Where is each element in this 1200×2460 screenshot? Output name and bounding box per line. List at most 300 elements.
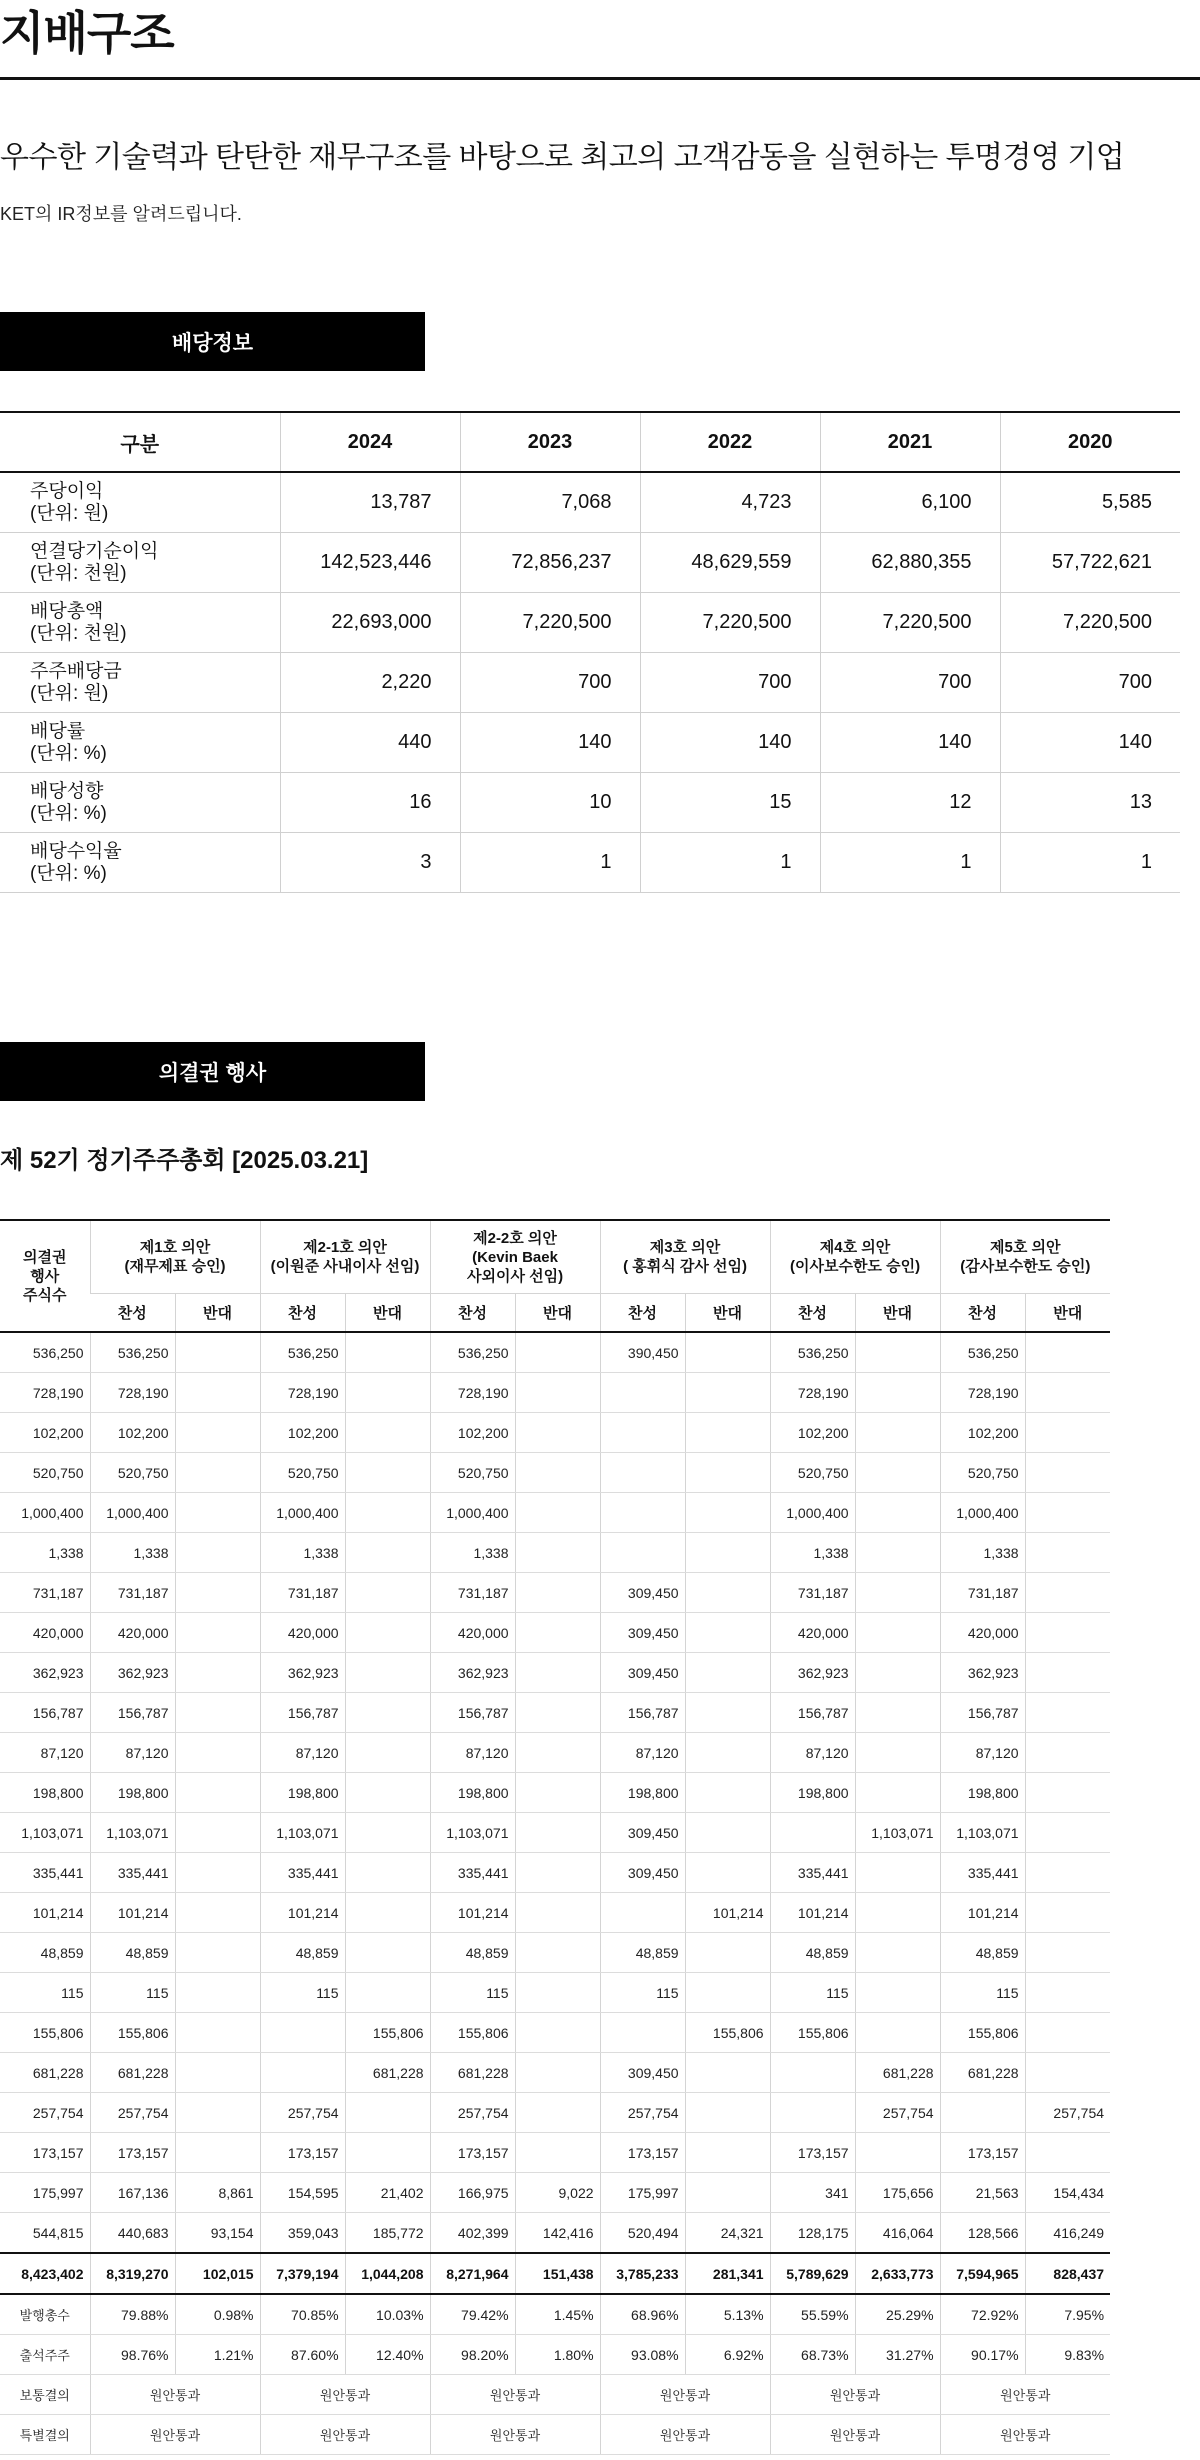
- voting-value-cell: 257,754: [1025, 2093, 1110, 2133]
- voting-value-cell: [175, 1653, 260, 1693]
- voting-value-cell: [345, 1413, 430, 1453]
- voting-value-cell: [855, 1493, 940, 1533]
- dividend-row: [0, 653, 1180, 713]
- voting-value-cell: [260, 2013, 345, 2053]
- voting-value-cell: [175, 2093, 260, 2133]
- voting-value-cell: [175, 1613, 260, 1653]
- voting-value-cell: [345, 1973, 430, 2013]
- voting-value-cell: 155,806: [90, 2013, 175, 2053]
- attendance-ratio-row-cell: 1.80%: [515, 2335, 600, 2375]
- voting-value-cell: 175,656: [855, 2173, 940, 2213]
- voting-value-cell: [1025, 1853, 1110, 1893]
- voting-value-cell: [685, 2173, 770, 2213]
- voting-value-cell: 1,000,400: [430, 1493, 515, 1533]
- voting-value-cell: 1,000,400: [260, 1493, 345, 1533]
- voting-value-cell: [855, 1853, 940, 1893]
- voting-value-cell: 335,441: [770, 1853, 855, 1893]
- voting-value-cell: [600, 1373, 685, 1413]
- voting-value-cell: 198,800: [940, 1773, 1025, 1813]
- dividend-value-cell: 700: [640, 653, 820, 713]
- voting-value-cell: 402,399: [430, 2213, 515, 2254]
- voting-value-cell: [1025, 1653, 1110, 1693]
- voting-shares-cell: 520,750: [0, 1453, 90, 1493]
- voting-value-cell: [855, 1373, 940, 1413]
- voting-value-cell: [685, 2133, 770, 2173]
- voting-value-cell: 420,000: [770, 1613, 855, 1653]
- voting-value-cell: [175, 1693, 260, 1733]
- voting-value-cell: [855, 1893, 940, 1933]
- voting-shares-cell: 1,000,400: [0, 1493, 90, 1533]
- agenda-header-line: (이원준 사내이사 선임): [270, 1258, 420, 1275]
- voting-value-cell: [600, 1453, 685, 1493]
- voting-value-cell: 102,200: [940, 1413, 1025, 1453]
- voting-value-cell: [515, 1853, 600, 1893]
- voting-value-cell: [345, 1893, 430, 1933]
- voting-value-cell: [515, 1773, 600, 1813]
- attendance-ratio-row-cell: 98.76%: [90, 2335, 175, 2375]
- voting-value-cell: 520,750: [90, 1453, 175, 1493]
- voting-row: [0, 1613, 1110, 1653]
- voting-value-cell: 728,190: [90, 1373, 175, 1413]
- against-header: 반대: [855, 1294, 940, 1333]
- dividend-item-unit: (단위: 원): [30, 502, 109, 524]
- against-header: 반대: [1025, 1294, 1110, 1333]
- voting-value-cell: 728,190: [940, 1373, 1025, 1413]
- attendance-ratio-row: [0, 2335, 1110, 2375]
- voting-value-cell: [685, 1453, 770, 1493]
- voting-value-cell: 198,800: [260, 1773, 345, 1813]
- voting-value-cell: 257,754: [855, 2093, 940, 2133]
- voting-value-cell: [345, 1613, 430, 1653]
- voting-value-cell: 536,250: [90, 1332, 175, 1373]
- voting-value-cell: [1025, 1332, 1110, 1373]
- voting-value-cell: [1025, 1733, 1110, 1773]
- voting-row: [0, 1733, 1110, 1773]
- agenda-header-line: 제5호 의안: [990, 1239, 1061, 1256]
- voting-shares-cell: 87,120: [0, 1733, 90, 1773]
- voting-value-cell: [855, 1973, 940, 2013]
- voting-value-cell: [600, 1533, 685, 1573]
- voting-value-cell: [175, 1332, 260, 1373]
- for-header: 찬성: [260, 1294, 345, 1333]
- voting-value-cell: [770, 2093, 855, 2133]
- dividend-value-cell: 140: [1000, 713, 1180, 773]
- voting-value-cell: [1025, 2133, 1110, 2173]
- voting-row: [0, 1653, 1110, 1693]
- voting-value-cell: [515, 1453, 600, 1493]
- voting-row: [0, 1933, 1110, 1973]
- for-header: 찬성: [430, 1294, 515, 1333]
- voting-value-cell: [175, 1933, 260, 1973]
- voting-value-cell: [175, 1773, 260, 1813]
- voting-value-cell: 1,103,071: [855, 1813, 940, 1853]
- voting-rights-button[interactable]: 의결권 행사: [0, 1042, 425, 1101]
- voting-row: [0, 1493, 1110, 1533]
- dividend-value-cell: 4,723: [640, 472, 820, 533]
- voting-value-cell: [685, 1573, 770, 1613]
- dividend-value-cell: 13,787: [280, 472, 460, 533]
- voting-value-cell: [175, 1973, 260, 2013]
- voting-value-cell: 115: [600, 1973, 685, 2013]
- dividend-value-cell: 22,693,000: [280, 593, 460, 653]
- issued-ratio-row-cell: 70.85%: [260, 2294, 345, 2335]
- dividend-item-name: 연결당기순이익: [30, 540, 159, 562]
- resolution-result-cell: 원안통과: [260, 2415, 430, 2455]
- dividend-value-cell: 140: [460, 713, 640, 773]
- voting-value-cell: [175, 1413, 260, 1453]
- voting-value-cell: [600, 1413, 685, 1453]
- voting-value-cell: [175, 2013, 260, 2053]
- voting-value-cell: 359,043: [260, 2213, 345, 2254]
- voting-value-cell: 156,787: [600, 1693, 685, 1733]
- voting-value-cell: 309,450: [600, 1653, 685, 1693]
- dividend-table: [0, 411, 1180, 893]
- voting-value-cell: [855, 1332, 940, 1373]
- voting-value-cell: 731,187: [430, 1573, 515, 1613]
- voting-value-cell: [515, 1733, 600, 1773]
- voting-total-row: [0, 2253, 1110, 2294]
- voting-value-cell: 309,450: [600, 1813, 685, 1853]
- voting-row: [0, 1533, 1110, 1573]
- issued-ratio-row-cell: 72.92%: [940, 2294, 1025, 2335]
- agenda-header-line: 제2-2호 의안: [473, 1229, 557, 1247]
- voting-value-cell: [345, 1853, 430, 1893]
- voting-shares-cell: 420,000: [0, 1613, 90, 1653]
- shares-header-line: 주식수: [23, 1286, 67, 1304]
- voting-value-cell: 731,187: [260, 1573, 345, 1613]
- voting-value-cell: 173,157: [940, 2133, 1025, 2173]
- voting-value-cell: 1,103,071: [940, 1813, 1025, 1853]
- voting-value-cell: [345, 1573, 430, 1613]
- dividend-value-cell: 12: [820, 773, 1000, 833]
- voting-value-cell: 1,338: [430, 1533, 515, 1573]
- voting-value-cell: 681,228: [855, 2053, 940, 2093]
- voting-value-cell: [175, 2053, 260, 2093]
- agenda-header: [940, 1220, 1110, 1294]
- voting-total-cell: 2,633,773: [855, 2253, 940, 2294]
- voting-value-cell: 1,103,071: [260, 1813, 345, 1853]
- resolution-result-cell: 원안통과: [940, 2375, 1110, 2415]
- voting-value-cell: 1,338: [770, 1533, 855, 1573]
- voting-value-cell: [515, 1893, 600, 1933]
- voting-value-cell: 87,120: [600, 1733, 685, 1773]
- voting-value-cell: 115: [260, 1973, 345, 2013]
- ir-intro-text: KET의 IR정보를 알려드립니다.: [0, 204, 242, 224]
- voting-value-cell: [855, 1733, 940, 1773]
- voting-value-cell: [515, 1613, 600, 1653]
- voting-value-cell: 681,228: [430, 2053, 515, 2093]
- dividend-row-label: [0, 653, 280, 713]
- agenda-header: [770, 1220, 940, 1294]
- attendance-ratio-row-cell: 98.20%: [430, 2335, 515, 2375]
- issued-ratio-row-label: 발행총수: [0, 2294, 90, 2335]
- dividend-value-cell: 3: [280, 833, 460, 893]
- voting-value-cell: 440,683: [90, 2213, 175, 2254]
- voting-shares-cell: 102,200: [0, 1413, 90, 1453]
- voting-total-cell: 1,044,208: [345, 2253, 430, 2294]
- voting-total-cell: 3,785,233: [600, 2253, 685, 2294]
- voting-row: [0, 1413, 1110, 1453]
- voting-value-cell: 198,800: [600, 1773, 685, 1813]
- dividend-value-cell: 2,220: [280, 653, 460, 713]
- voting-value-cell: 536,250: [940, 1332, 1025, 1373]
- voting-value-cell: [855, 1773, 940, 1813]
- dividend-value-cell: 142,523,446: [280, 533, 460, 593]
- voting-value-cell: [1025, 1973, 1110, 2013]
- voting-shares-cell: 156,787: [0, 1693, 90, 1733]
- agenda-header: [90, 1220, 260, 1294]
- agenda-header-line: (감사보수한도 승인): [960, 1258, 1091, 1275]
- against-header: 반대: [685, 1294, 770, 1333]
- voting-value-cell: 681,228: [345, 2053, 430, 2093]
- headline: 우수한 기술력과 탄탄한 재무구조를 바탕으로 최고의 고객감동을 실현하는 투명경영 기업: [0, 141, 1125, 174]
- voting-value-cell: [515, 1933, 600, 1973]
- resolution-result-cell: 원안통과: [260, 2375, 430, 2415]
- voting-value-cell: [685, 1653, 770, 1693]
- voting-value-cell: 1,000,400: [770, 1493, 855, 1533]
- voting-value-cell: [175, 1373, 260, 1413]
- voting-shares-cell: 1,103,071: [0, 1813, 90, 1853]
- dividend-row: [0, 833, 1180, 893]
- voting-value-cell: 87,120: [430, 1733, 515, 1773]
- voting-value-cell: [1025, 1453, 1110, 1493]
- voting-shares-cell: 731,187: [0, 1573, 90, 1613]
- voting-value-cell: [515, 1533, 600, 1573]
- dividend-table-body: [0, 472, 1180, 893]
- voting-row: [0, 1373, 1110, 1413]
- dividend-header-cell: 2024: [280, 412, 460, 472]
- voting-value-cell: 1,000,400: [940, 1493, 1025, 1533]
- dividend-row-label: [0, 472, 280, 533]
- voting-value-cell: [855, 1933, 940, 1973]
- voting-value-cell: [685, 1773, 770, 1813]
- attendance-ratio-row-cell: 90.17%: [940, 2335, 1025, 2375]
- voting-row: [0, 2133, 1110, 2173]
- voting-value-cell: [600, 1493, 685, 1533]
- voting-value-cell: 198,800: [430, 1773, 515, 1813]
- issued-ratio-row-cell: 25.29%: [855, 2294, 940, 2335]
- voting-value-cell: [855, 2013, 940, 2053]
- attendance-ratio-row-cell: 1.21%: [175, 2335, 260, 2375]
- voting-value-cell: 48,859: [260, 1933, 345, 1973]
- agenda-header-line: 제3호 의안: [649, 1239, 721, 1256]
- voting-shares-cell: 173,157: [0, 2133, 90, 2173]
- voting-value-cell: [685, 1493, 770, 1533]
- voting-value-cell: 87,120: [940, 1733, 1025, 1773]
- voting-value-cell: 128,175: [770, 2213, 855, 2254]
- attendance-ratio-row-cell: 31.27%: [855, 2335, 940, 2375]
- voting-value-cell: 341: [770, 2173, 855, 2213]
- voting-value-cell: 198,800: [770, 1773, 855, 1813]
- voting-value-cell: 128,566: [940, 2213, 1025, 2254]
- dividend-value-cell: 700: [1000, 653, 1180, 713]
- dividend-item-unit: (단위: %): [30, 742, 107, 764]
- dividend-row: [0, 713, 1180, 773]
- agenda-header-line: 제2-1호 의안: [303, 1239, 387, 1256]
- voting-value-cell: [600, 1893, 685, 1933]
- voting-value-cell: 101,214: [90, 1893, 175, 1933]
- against-header: 반대: [345, 1294, 430, 1333]
- voting-value-cell: [685, 1733, 770, 1773]
- resolution-result-cell: 원안통과: [600, 2375, 770, 2415]
- voting-subheader-row: [0, 1294, 1110, 1333]
- voting-value-cell: [1025, 1773, 1110, 1813]
- voting-shares-cell: 1,338: [0, 1533, 90, 1573]
- voting-value-cell: [515, 1573, 600, 1613]
- dividend-item-name: 주주배당금: [30, 660, 122, 682]
- voting-value-cell: 257,754: [260, 2093, 345, 2133]
- voting-value-cell: 257,754: [600, 2093, 685, 2133]
- for-header: 찬성: [90, 1294, 175, 1333]
- voting-row: [0, 1893, 1110, 1933]
- voting-value-cell: 48,859: [430, 1933, 515, 1973]
- voting-value-cell: 309,450: [600, 1853, 685, 1893]
- voting-shares-cell: 257,754: [0, 2093, 90, 2133]
- issued-ratio-row-cell: 79.42%: [430, 2294, 515, 2335]
- dividend-info-button[interactable]: 배당정보: [0, 312, 425, 371]
- resolution-result-cell: 원안통과: [600, 2415, 770, 2455]
- voting-value-cell: [345, 1733, 430, 1773]
- voting-value-cell: [345, 1453, 430, 1493]
- voting-value-cell: 101,214: [770, 1893, 855, 1933]
- issued-ratio-row-cell: 0.98%: [175, 2294, 260, 2335]
- voting-value-cell: 156,787: [260, 1693, 345, 1733]
- voting-shares-cell: 115: [0, 1973, 90, 2013]
- voting-total-cell: 7,594,965: [940, 2253, 1025, 2294]
- voting-value-cell: [175, 1853, 260, 1893]
- voting-value-cell: 155,806: [940, 2013, 1025, 2053]
- voting-value-cell: [1025, 1533, 1110, 1573]
- issued-ratio-row-cell: 55.59%: [770, 2294, 855, 2335]
- voting-value-cell: 416,064: [855, 2213, 940, 2254]
- voting-shares-cell: 48,859: [0, 1933, 90, 1973]
- voting-value-cell: 536,250: [770, 1332, 855, 1373]
- attendance-ratio-row-cell: 6.92%: [685, 2335, 770, 2375]
- voting-value-cell: 167,136: [90, 2173, 175, 2213]
- voting-value-cell: [515, 2013, 600, 2053]
- voting-value-cell: 536,250: [260, 1332, 345, 1373]
- voting-value-cell: [515, 2093, 600, 2133]
- voting-row: [0, 2093, 1110, 2133]
- voting-value-cell: 731,187: [770, 1573, 855, 1613]
- voting-value-cell: [685, 2053, 770, 2093]
- voting-value-cell: 335,441: [260, 1853, 345, 1893]
- voting-value-cell: 257,754: [90, 2093, 175, 2133]
- voting-value-cell: 142,416: [515, 2213, 600, 2254]
- dividend-item-unit: (단위: %): [30, 862, 107, 884]
- voting-shares-cell: 155,806: [0, 2013, 90, 2053]
- voting-value-cell: [515, 1973, 600, 2013]
- voting-row: [0, 2013, 1110, 2053]
- dividend-value-cell: 57,722,621: [1000, 533, 1180, 593]
- voting-total-cell: 102,015: [175, 2253, 260, 2294]
- shares-header-line: 의결권: [23, 1248, 67, 1266]
- voting-value-cell: 166,975: [430, 2173, 515, 2213]
- issued-ratio-row-cell: 10.03%: [345, 2294, 430, 2335]
- issued-ratio-row-cell: 68.96%: [600, 2294, 685, 2335]
- voting-value-cell: 309,450: [600, 2053, 685, 2093]
- voting-value-cell: 362,923: [90, 1653, 175, 1693]
- voting-row: [0, 1853, 1110, 1893]
- voting-row: [0, 2053, 1110, 2093]
- voting-value-cell: 309,450: [600, 1573, 685, 1613]
- issued-ratio-row-cell: 7.95%: [1025, 2294, 1110, 2335]
- issued-ratio-row: [0, 2294, 1110, 2335]
- dividend-row: [0, 593, 1180, 653]
- voting-value-cell: 520,750: [260, 1453, 345, 1493]
- voting-value-cell: [685, 1613, 770, 1653]
- voting-value-cell: 156,787: [430, 1693, 515, 1733]
- voting-value-cell: [345, 1813, 430, 1853]
- voting-value-cell: [685, 1373, 770, 1413]
- dividend-header-cell: 2023: [460, 412, 640, 472]
- voting-value-cell: 101,214: [260, 1893, 345, 1933]
- dividend-item-unit: (단위: 천원): [30, 622, 127, 644]
- dividend-row-label: [0, 533, 280, 593]
- agenda-header-line: 사외이사 선임): [466, 1267, 564, 1285]
- voting-value-cell: [770, 2053, 855, 2093]
- attendance-ratio-row-cell: 68.73%: [770, 2335, 855, 2375]
- voting-value-cell: [515, 1373, 600, 1413]
- issued-ratio-row-cell: 79.88%: [90, 2294, 175, 2335]
- against-header: 반대: [175, 1294, 260, 1333]
- voting-total-cell: 7,379,194: [260, 2253, 345, 2294]
- voting-value-cell: [685, 1933, 770, 1973]
- voting-value-cell: 156,787: [770, 1693, 855, 1733]
- voting-value-cell: [345, 2133, 430, 2173]
- voting-value-cell: [260, 2053, 345, 2093]
- voting-value-cell: [1025, 1813, 1110, 1853]
- dividend-item-name: 배당총액: [30, 600, 104, 622]
- voting-value-cell: 93,154: [175, 2213, 260, 2254]
- special-resolution-row-label: 특별결의: [0, 2415, 90, 2455]
- voting-value-cell: 257,754: [430, 2093, 515, 2133]
- voting-value-cell: [770, 1813, 855, 1853]
- dividend-value-cell: 1: [460, 833, 640, 893]
- voting-value-cell: 728,190: [430, 1373, 515, 1413]
- voting-value-cell: 101,214: [685, 1893, 770, 1933]
- voting-value-cell: [685, 1973, 770, 2013]
- ordinary-resolution-row-label: 보통결의: [0, 2375, 90, 2415]
- voting-shares-cell: 362,923: [0, 1653, 90, 1693]
- voting-value-cell: [345, 1933, 430, 1973]
- voting-value-cell: 8,861: [175, 2173, 260, 2213]
- voting-value-cell: 362,923: [770, 1653, 855, 1693]
- voting-row: [0, 1453, 1110, 1493]
- voting-row: [0, 1773, 1110, 1813]
- ordinary-resolution-row: [0, 2375, 1110, 2415]
- voting-value-cell: [175, 1573, 260, 1613]
- voting-value-cell: [345, 1533, 430, 1573]
- dividend-value-cell: 13: [1000, 773, 1180, 833]
- dividend-value-cell: 15: [640, 773, 820, 833]
- voting-value-cell: 1,103,071: [90, 1813, 175, 1853]
- voting-value-cell: 1,338: [260, 1533, 345, 1573]
- resolution-result-cell: 원안통과: [430, 2415, 600, 2455]
- voting-value-cell: [1025, 1893, 1110, 1933]
- voting-value-cell: [1025, 1613, 1110, 1653]
- dividend-value-cell: 48,629,559: [640, 533, 820, 593]
- dividend-row-label: [0, 773, 280, 833]
- voting-value-cell: 420,000: [260, 1613, 345, 1653]
- voting-value-cell: [175, 1493, 260, 1533]
- dividend-value-cell: 5,585: [1000, 472, 1180, 533]
- voting-value-cell: 9,022: [515, 2173, 600, 2213]
- dividend-value-cell: 7,220,500: [460, 593, 640, 653]
- voting-value-cell: [345, 1373, 430, 1413]
- voting-value-cell: 1,000,400: [90, 1493, 175, 1533]
- voting-shares-cell: 728,190: [0, 1373, 90, 1413]
